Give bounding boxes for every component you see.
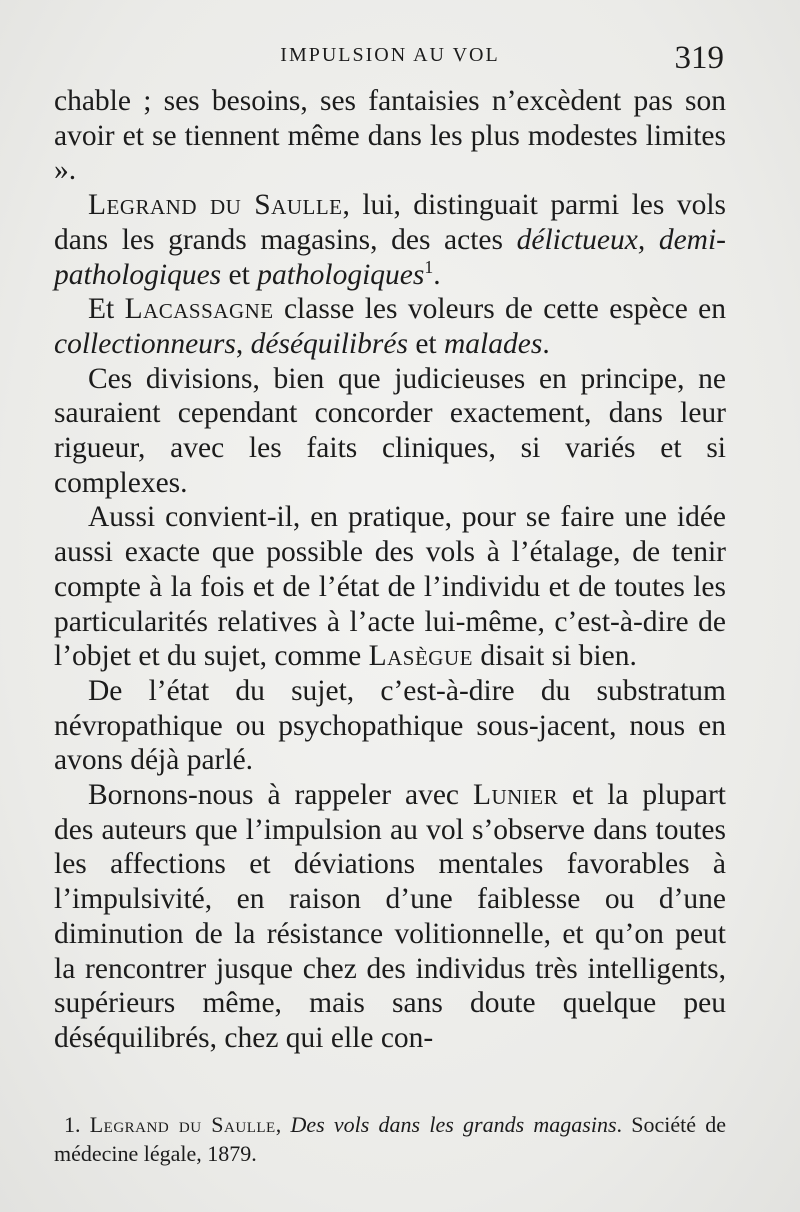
footnote-1 (54, 1110, 726, 1168)
paragraph-6: De l’état du sujet, c’est-à-dire du substratum névropathique ou psychopathique sous-jacent, nous en avons déjà parlé. (54, 674, 726, 777)
italic-term: malades (443, 327, 543, 360)
italic-term: pathologiques (257, 258, 425, 291)
footnote-title: Des vols dans les grands magasins (290, 1112, 617, 1137)
author-name: Legrand du Saulle (88, 189, 343, 222)
italic-term: déséquilibrés (250, 327, 408, 360)
paragraph-7 (54, 778, 726, 1056)
paragraph-5 (54, 500, 726, 674)
footnotes (54, 1110, 726, 1168)
paragraph-2 (54, 188, 726, 292)
paragraph-text: . (542, 327, 550, 360)
author-name: Lasègue (368, 640, 473, 673)
paragraph-text: , (235, 327, 251, 360)
footnote-text: , (275, 1112, 291, 1137)
paragraph-text: Bornons-nous à rappeler avec (88, 779, 473, 812)
page-number: 319 (674, 40, 724, 76)
author-name: Lacassagne (124, 293, 274, 326)
paragraph-1: chable ; ses besoins, ses fantaisies n’excèdent pas son avoir et se tiennent même dans les plus modestes limites ». (54, 85, 726, 187)
footnote-number: 1. (64, 1112, 81, 1137)
italic-term: collectionneurs (54, 327, 236, 360)
paragraph-3 (54, 292, 726, 361)
author-name: Lunier (472, 779, 559, 812)
paragraph-text: classe les voleurs de cette espèce en (273, 293, 727, 326)
italic-term: délictueux, demi-pathologiques (54, 223, 726, 291)
page-header (54, 40, 726, 84)
paragraph-text: et (407, 327, 444, 360)
footnote-reference: 1 (424, 256, 434, 277)
paragraph-text: et la plupart des auteurs que l’impulsion au vol s’observe dans toutes les affections et déviations mentales favorables à l’impulsivité, en raison d’une faiblesse ou d’une diminution de la résistance volitionnelle, et qu’on peut la rencontrer jusque chez des individus très intelligents, supérieurs même, mais sans doute quelque peu déséquilibrés, chez qui elle con- (54, 779, 726, 1054)
paragraph-text: Aussi convient-il, en pratique, pour se faire une idée aussi exacte que possible des vols à l’étalage, de tenir compte à la fois et de l’état de l’individu et de toutes les particularités relatives à l’acte lui-même, c’est-à-dire de l’objet et du sujet, comme (54, 501, 726, 673)
paragraph-text: , lui, distinguait parmi les vols dans les grands magasins, des actes (54, 189, 727, 256)
footnote-text: . Société de médecine légale, 1879. (54, 1112, 727, 1166)
paragraph-text: Et (88, 293, 125, 326)
body-text (54, 84, 726, 1056)
paragraph-text: disait si bien. (472, 640, 637, 673)
footnote-author: Legrand du Saulle (89, 1112, 276, 1137)
running-title: IMPULSION AU VOL (280, 44, 500, 66)
paragraph-4: Ces divisions, bien que judicieuses en principe, ne sauraient cependant concorder exactement, dans leur rigueur, avec les faits cliniques, si variés et si complexes. (54, 362, 726, 499)
paragraph-text: . (433, 258, 441, 291)
paragraph-text: et (221, 258, 258, 291)
